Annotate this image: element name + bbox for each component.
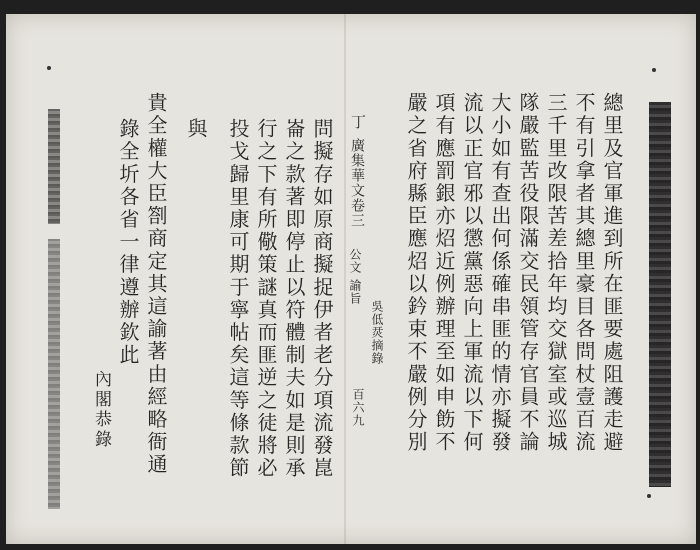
- text-column-2: 不有引拿者其總里豪目各問杖壹百流: [572, 92, 596, 454]
- text-column-6: 流以正官邪以懲黨惡向上軍流以下何: [460, 92, 484, 454]
- stitch-hole: [47, 66, 51, 70]
- text-column-15: 錄全圻各省一律遵辦欽此: [116, 118, 140, 367]
- stitch-hole: [652, 68, 656, 72]
- text-column-14: 貴全權大臣劄商定其這諭著由經略衙通: [144, 92, 168, 477]
- text-column-8: 嚴之省府縣臣應炤以鈐束不嚴例分別: [404, 92, 428, 454]
- stitch-hole: [647, 494, 651, 498]
- book-title: 廣集華文卷三: [349, 138, 365, 228]
- binding-edge-left-lower: [48, 239, 60, 509]
- binding-edge-right: [649, 102, 671, 487]
- text-column-13: 與: [184, 118, 208, 141]
- text-column-3: 三千里改限苦差拾年均交獄室或巡城: [544, 92, 568, 454]
- text-column-9: 問擬存如原商擬捉伊者老分項流發崑: [310, 118, 334, 480]
- section-label: 公文 諭旨: [348, 248, 362, 305]
- text-column-12: 投戈歸里康可期于寧帖矣這等條款節: [226, 118, 250, 480]
- text-column-4: 隊嚴監苦役限滿交民領管存官員不論: [516, 92, 540, 454]
- page-number: 百六九: [351, 388, 365, 427]
- text-column-5: 大小如有查出何係確串匪的情亦擬發: [488, 92, 512, 454]
- page-fold: [344, 14, 346, 544]
- text-column-7: 項有應罰銀亦炤近例辦理至如申飭不: [432, 92, 456, 454]
- header-mark: 丁: [349, 114, 367, 130]
- text-column-1: 總里及官軍進到所在匪要處阻護走避: [600, 92, 624, 454]
- binding-edge-left-upper: [48, 109, 60, 224]
- signature: 內閣恭錄: [91, 370, 111, 450]
- text-column-11: 行之下有所儆策謎真而匪逆之徒將必: [254, 118, 278, 480]
- text-column-10: 崙之款著即停止以符體制夫如是則承: [282, 118, 306, 480]
- transcriber-label: 吳低烎摘錄: [370, 300, 384, 365]
